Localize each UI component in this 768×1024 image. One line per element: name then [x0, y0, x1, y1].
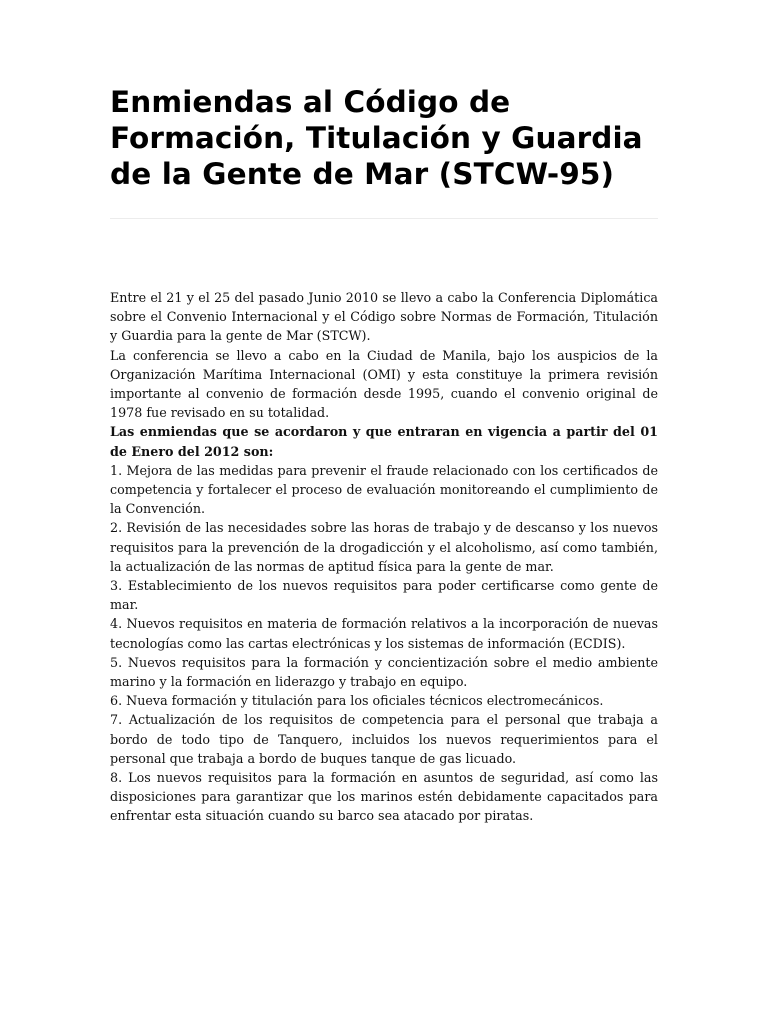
paragraph-conference: La conferencia se llevo a cabo en la Ciudad de Manila, bajo los auspicios de la Organización Marítima Internacional (OMI) y esta constituye la primera revisión importante al convenio de formación desde 1995, cuando el convenio original de 1978 fue revisado en su totalidad. — [110, 347, 658, 421]
list-item: 2. Revisión de las necesidades sobre las horas de trabajo y de descanso y los nuevos requisitos para la prevención de la drogadicción y el alcoholismo, así como también, la actualización de las normas de aptitud física para la gente de mar. — [110, 520, 658, 574]
paragraph-intro: Entre el 21 y el 25 del pasado Junio 2010 se llevo a cabo la Conferencia Diplomática sobre el Convenio Internacional y el Código sobre Normas de Formación, Titulación y Guardia para la gente de Mar (STCW). — [110, 290, 658, 344]
list-item: 1. Mejora de las medidas para prevenir el fraude relacionado con los certificados de competencia y fortalecer el proceso de evaluación monitoreando el cumplimiento de la Convención. — [110, 462, 658, 517]
document-title: Enmiendas al Código de Formación, Titulación y Guardia de la Gente de Mar (STCW-95) — [110, 85, 643, 191]
list-item: 4. Nuevos requisitos en materia de formación relativos a la incorporación de nuevas tecnologías como las cartas electrónicas y los sistemas de información (ECDIS). — [110, 616, 658, 651]
list-item: 3. Establecimiento de los nuevos requisitos para poder certificarse como gente de mar. — [110, 578, 658, 613]
title-divider — [110, 218, 658, 219]
list-item: 7. Actualización de los requisitos de competencia para el personal que trabaja a bordo de todo tipo de Tanquero, incluidos los nuevos requerimientos para el personal que trabaja a bordo de buques tanque de gas licuado. — [110, 712, 658, 766]
document-page — [110, 0, 658, 826]
list-item: 6. Nueva formación y titulación para los oficiales técnicos electromecánicos. — [110, 693, 604, 709]
list-item: 8. Los nuevos requisitos para la formación en asuntos de seguridad, así como las disposiciones para garantizar que los marinos estén debidamente capacitados para enfrentar esta situación cuando su barco sea atacado por piratas. — [110, 770, 658, 824]
document-body — [110, 288, 658, 826]
list-item: 5. Nuevos requisitos para la formación y concientización sobre el medio ambiente marino y la formación en liderazgo y trabajo en equipo. — [110, 654, 658, 690]
amendments-heading: Las enmiendas que se acordaron y que entraran en vigencia a partir del 01 de Enero del 2012 son: — [110, 424, 658, 459]
